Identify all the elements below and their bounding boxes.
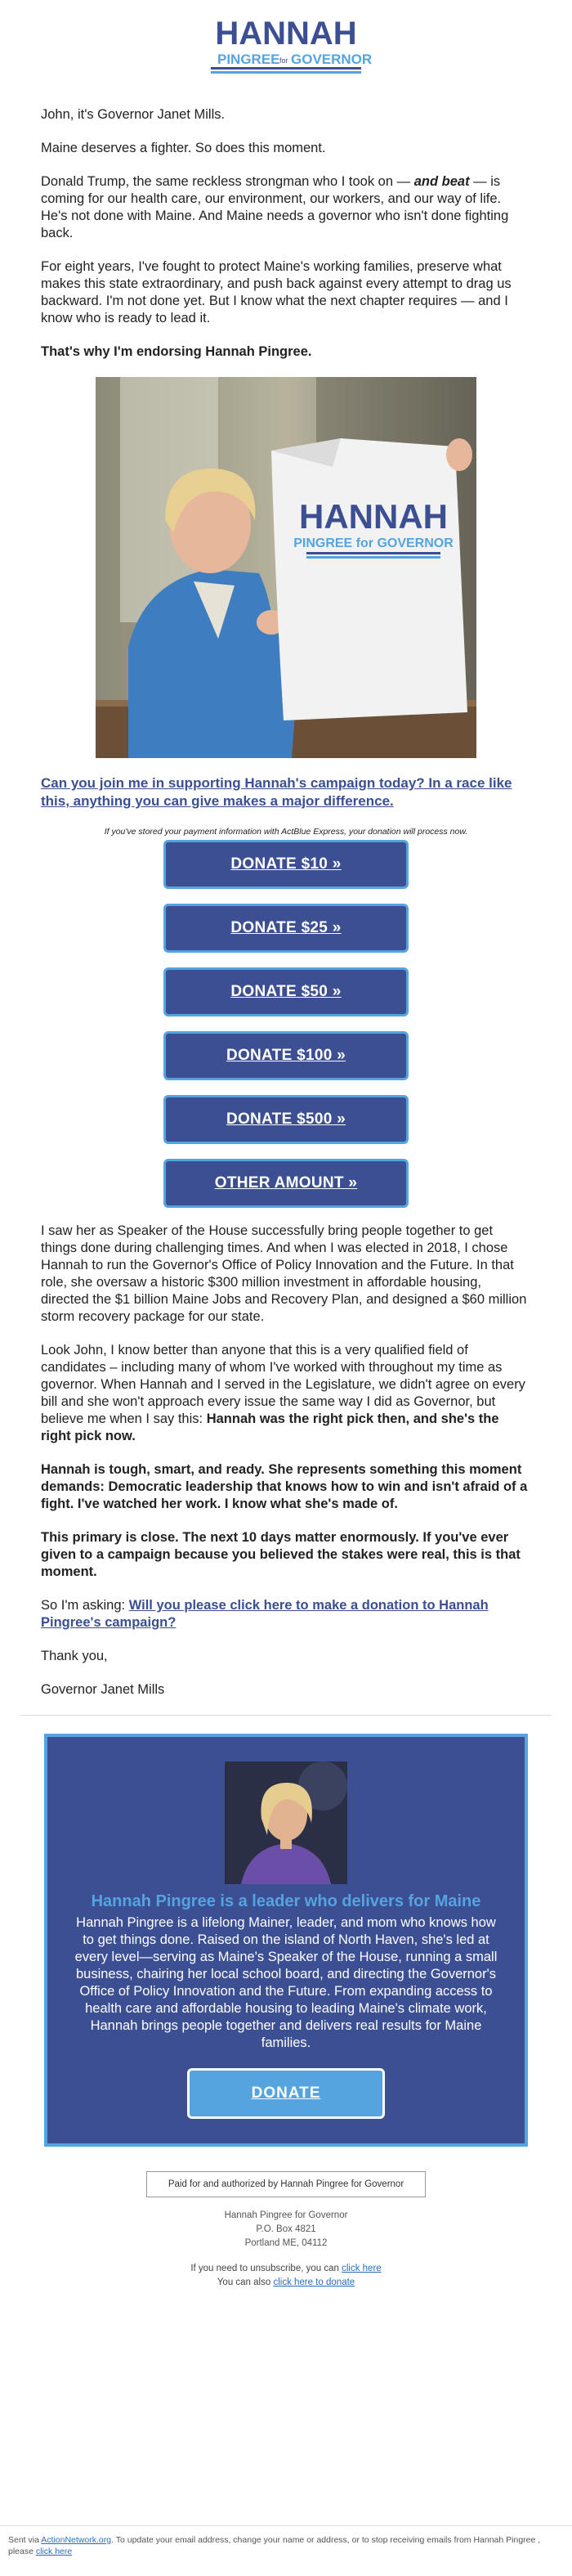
bio-title: Hannah Pingree is a leader who delivers for Maine: [91, 1892, 481, 1910]
letter-body-continued: [41, 1223, 531, 1699]
endorsement-line: That's why I'm endorsing Hannah Pingree.: [41, 344, 312, 359]
donate-buttons: [163, 840, 409, 1208]
logo-governor: GOVERNOR: [291, 52, 373, 67]
footer-donate-line: [0, 2276, 572, 2290]
paragraph-9-start: So I'm asking:: [41, 1598, 129, 1613]
footer-donate-link[interactable]: click here to donate: [273, 2278, 355, 2287]
update-prefs-text: . To update your email address, change your name or address, or to stop receiving emails from Hannah Pingree , please: [8, 2535, 541, 2556]
donate-50-button[interactable]: DONATE $50 »: [163, 967, 409, 1016]
shirt-text-line2: PINGREE for GOVERNOR: [293, 536, 454, 550]
signature: Governor Janet Mills: [41, 1682, 165, 1697]
logo-line1: HANNAH: [215, 16, 357, 52]
logo-for: for: [279, 56, 288, 65]
footer-donate-text: You can also: [217, 2278, 274, 2287]
paragraph-7: Hannah is tough, smart, and ready. She represents something this moment demands: Democratic leadership that knows how to win and isn't afraid of a fight. I've watched her work. I know what she's made of.: [41, 1462, 528, 1511]
closing: Thank you,: [41, 1649, 108, 1663]
actblue-express-note: If you've stored your payment information with ActBlue Express, your donation will process now.: [104, 827, 468, 837]
headshot-image-icon: [225, 1761, 347, 1884]
email-footer: [0, 2525, 572, 2565]
paragraph-5: I saw her as Speaker of the House successfully bring people together to get things done during challenging times. And when I was elected in 2018, I chose Hannah to run the Governor's Office of Policy Innovation and the Future. In that role, she oversaw a historic $300 million investment in affordable housing, directed the $1 billion Maine Jobs and Recovery Plan, and designed a $60 million storm recovery package for our state.: [41, 1223, 527, 1324]
paragraph-9: [41, 1597, 531, 1631]
bio-donate-button[interactable]: DONATE: [187, 2068, 385, 2119]
donate-100-button[interactable]: DONATE $100 »: [163, 1031, 409, 1080]
section-divider: [20, 1715, 552, 1716]
cta-link[interactable]: Can you join me in supporting Hannah's campaign today? In a race like this, anything you can give makes a major difference.: [41, 775, 512, 809]
update-prefs-link[interactable]: click here: [35, 2547, 73, 2556]
greeting: John, it's Governor Janet Mills.: [41, 107, 226, 122]
mailing-address: [0, 2209, 572, 2251]
letter-body: [41, 106, 531, 810]
paragraph-6: [41, 1342, 531, 1445]
unsubscribe-text: If you need to unsubscribe, you can: [190, 2264, 342, 2273]
paragraph-1: Maine deserves a fighter. So does this moment.: [41, 141, 326, 155]
campaign-logo[interactable]: [41, 0, 531, 74]
actionnetwork-link[interactable]: ActionNetwork.org: [41, 2535, 112, 2545]
shirt-text-line1: HANNAH: [299, 497, 448, 536]
address-line-3: Portland ME, 04112: [244, 2238, 328, 2248]
donate-25-button[interactable]: DONATE $25 »: [163, 904, 409, 953]
logo-pingree: PINGREE: [217, 52, 280, 67]
endorsement-photo[interactable]: [96, 377, 476, 758]
donation-link[interactable]: Will you please click here to make a donation to Hannah Pingree's campaign?: [41, 1598, 489, 1630]
address-line-1: Hannah Pingree for Governor: [224, 2210, 348, 2220]
paragraph-2-start: Donald Trump, the same reckless strongman who I took on —: [41, 174, 414, 189]
unsubscribe-line: [0, 2262, 572, 2276]
bio-section: [44, 1734, 528, 2147]
unsubscribe-link[interactable]: click here: [342, 2264, 382, 2273]
paragraph-8: This primary is close. The next 10 days matter enormously. If you've ever given to a campaign because you believed the stakes were real, this is that moment.: [41, 1530, 521, 1579]
donate-10-button[interactable]: DONATE $10 »: [163, 840, 409, 889]
paragraph-6-bold: Hannah was the right pick then, and she's the right pick now.: [41, 1411, 499, 1443]
bio-text: Hannah Pingree is a lifelong Mainer, leader, and mom who knows how to get things done. Raised on the island of North Haven, she's led at every level—serving as Maine's Speaker of the House, running a small business, chairing her local school board, and directing the Governor's Office of Policy Innovation and the Future. From expanding access to health care and affordable housing to leading Maine's climate work, Hannah brings people together and delivers real results for Maine families.: [74, 1915, 498, 2050]
paragraph-3: For eight years, I've fought to protect Maine's working families, preserve what makes this state extraordinary, and push back against every attempt to drag us backward. I'm not done yet. But I know what the next chapter requires — and I know who is ready to lead it.: [41, 259, 512, 325]
donate-500-button[interactable]: DONATE $500 »: [163, 1095, 409, 1144]
address-line-2: P.O. Box 4821: [256, 2224, 316, 2234]
sent-via-text: Sent via: [8, 2535, 42, 2545]
paid-for-disclaimer: Paid for and authorized by Hannah Pingree for Governor: [146, 2171, 426, 2197]
paragraph-6-start: Look John, I know better than anyone that this is a very qualified field of candidates – including many of whom I've worked with throughout my time as governor. When Hannah and I served in the Legislature, we didn't agree on every bill and she won't approach every issue the same way I did as Governor, but believe me when I say this:: [41, 1343, 525, 1426]
paragraph-2-emphasis: and beat: [413, 174, 470, 189]
paragraph-2-end: — is coming for our health care, our environment, our workers, and our way of life. He's not done with Maine. And Maine needs a governor who isn't done fighting back.: [41, 174, 509, 240]
unsubscribe-block: [0, 2262, 572, 2290]
paragraph-2: [41, 173, 531, 242]
donate-other-button[interactable]: OTHER AMOUNT »: [163, 1159, 409, 1208]
hannah-headshot: [225, 1761, 347, 1884]
hannah-logo-icon: [211, 15, 373, 74]
